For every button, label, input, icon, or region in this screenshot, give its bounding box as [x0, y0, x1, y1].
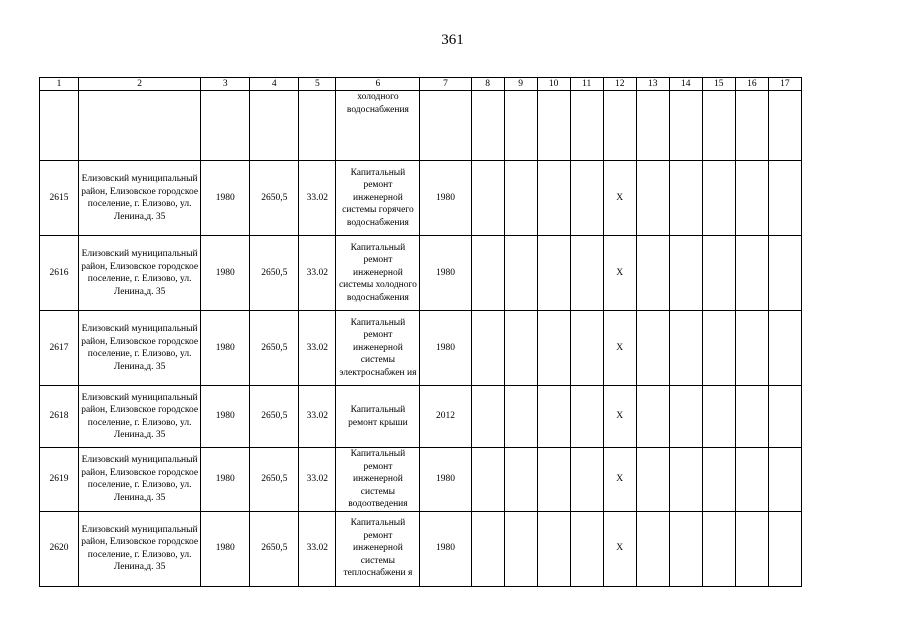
year-built-cell: 1980	[201, 311, 250, 386]
area-cell: 2650,5	[250, 386, 299, 448]
year-cell: 1980	[420, 511, 471, 586]
table-row	[40, 448, 802, 512]
year-cell: 2012	[420, 386, 471, 448]
year-built-cell: 1980	[201, 386, 250, 448]
register-table	[39, 77, 802, 587]
work-cell: Капитальный ремонт инженерной системы теплоснабжени я	[336, 511, 420, 586]
area-cell: 2650,5	[250, 161, 299, 236]
column-number: 5	[299, 78, 336, 91]
work-cell: Капитальный ремонт инженерной системы горячего водоснабжения	[336, 161, 420, 236]
table-row	[40, 311, 802, 386]
column-number: 9	[504, 78, 537, 91]
mark-cell: X	[603, 236, 636, 311]
year-built-cell: 1980	[201, 511, 250, 586]
table-row	[40, 161, 802, 236]
year-cell: 1980	[420, 311, 471, 386]
area-cell: 2650,5	[250, 311, 299, 386]
table-row	[40, 511, 802, 586]
row-number: 2618	[40, 386, 79, 448]
address-cell: Елизовский муниципальный район, Елизовское городское поселение, г. Елизово, ул. Ленина,д. 35	[79, 236, 201, 311]
year-built-cell: 1980	[201, 236, 250, 311]
address-cell: Елизовский муниципальный район, Елизовское городское поселение, г. Елизово, ул. Ленина,д. 35	[79, 311, 201, 386]
column-number: 6	[336, 78, 420, 91]
column-number: 3	[201, 78, 250, 91]
table-row	[40, 386, 802, 448]
mark-cell: X	[603, 448, 636, 512]
column-number: 14	[669, 78, 702, 91]
work-cell: Капитальный ремонт инженерной системы холодного водоснабжения	[336, 236, 420, 311]
year-built-cell: 1980	[201, 161, 250, 236]
mark-cell: X	[603, 386, 636, 448]
mark-cell: X	[603, 511, 636, 586]
year-cell: 1980	[420, 236, 471, 311]
row-number: 2619	[40, 448, 79, 512]
mark-cell: X	[603, 161, 636, 236]
column-number: 11	[570, 78, 603, 91]
year-built-cell: 1980	[201, 448, 250, 512]
wear-cell: 33.02	[299, 448, 336, 512]
column-number: 13	[636, 78, 669, 91]
wear-cell: 33.02	[299, 386, 336, 448]
address-cell: Елизовский муниципальный район, Елизовское городское поселение, г. Елизово, ул. Ленина,д. 35	[79, 511, 201, 586]
work-cell: холодного водоснабжения	[336, 91, 420, 161]
area-cell: 2650,5	[250, 448, 299, 512]
work-cell: Капитальный ремонт крыши	[336, 386, 420, 448]
year-cell: 1980	[420, 161, 471, 236]
row-number: 2616	[40, 236, 79, 311]
work-cell: Капитальный ремонт инженерной системы водоотведения	[336, 448, 420, 512]
continuation-row	[40, 91, 802, 161]
row-number: 2615	[40, 161, 79, 236]
column-number: 1	[40, 78, 79, 91]
column-number: 8	[471, 78, 504, 91]
column-number: 17	[768, 78, 801, 91]
wear-cell: 33.02	[299, 236, 336, 311]
work-cell: Капитальный ремонт инженерной системы электроснабжен ия	[336, 311, 420, 386]
wear-cell: 33.02	[299, 161, 336, 236]
column-number: 7	[420, 78, 471, 91]
column-number: 4	[250, 78, 299, 91]
column-number: 15	[702, 78, 735, 91]
column-number: 16	[735, 78, 768, 91]
address-cell: Елизовский муниципальный район, Елизовское городское поселение, г. Елизово, ул. Ленина,д. 35	[79, 448, 201, 512]
column-number: 10	[537, 78, 570, 91]
table-row	[40, 236, 802, 311]
year-cell: 1980	[420, 448, 471, 512]
address-cell: Елизовский муниципальный район, Елизовское городское поселение, г. Елизово, ул. Ленина,д. 35	[79, 161, 201, 236]
row-number: 2620	[40, 511, 79, 586]
column-number: 12	[603, 78, 636, 91]
column-number: 2	[79, 78, 201, 91]
address-cell: Елизовский муниципальный район, Елизовское городское поселение, г. Елизово, ул. Ленина,д. 35	[79, 386, 201, 448]
area-cell: 2650,5	[250, 511, 299, 586]
wear-cell: 33.02	[299, 311, 336, 386]
row-number: 2617	[40, 311, 79, 386]
column-number-row	[40, 78, 802, 91]
area-cell: 2650,5	[250, 236, 299, 311]
wear-cell: 33.02	[299, 511, 336, 586]
page-number: 361	[441, 32, 464, 48]
mark-cell: X	[603, 311, 636, 386]
